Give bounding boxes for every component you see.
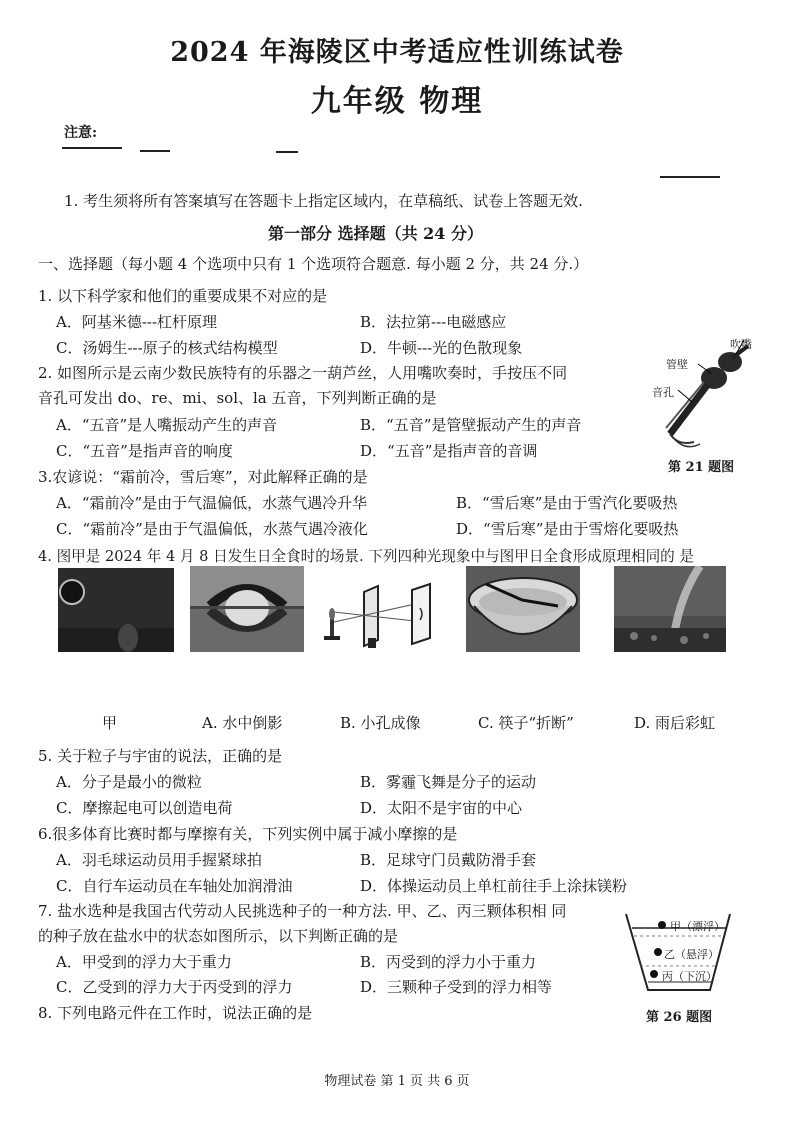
q3-option-a: A．“霜前冷”是由于气温偏低，水蒸气遇冷升华 xyxy=(56,494,368,512)
fig26-label-bing: 丙（下沉） xyxy=(662,970,717,983)
q2-option-c: C．“五音”是指声音的响度 xyxy=(56,442,233,460)
q3-stem: 3.农谚说：“霜前冷，雪后寒”，对此解释正确的是 xyxy=(38,468,368,486)
q2-option-b: B．“五音”是管壁振动产生的声音 xyxy=(360,416,582,434)
q4-label-a: A. 水中倒影 xyxy=(202,714,283,732)
fig26-label-yi: 乙（悬浮） xyxy=(664,948,719,961)
q2-stem-line1: 2. 如图所示是云南少数民族特有的乐器之一葫芦丝，人用嘴吹奏时，手按压不同 xyxy=(38,364,568,382)
q7-option-b: B．丙受到的浮力小于重力 xyxy=(360,953,537,971)
q1-stem: 1. 以下科学家和他们的重要成果不对应的是 xyxy=(38,287,328,305)
part-title: 第一部分 选择题（共 24 分） xyxy=(268,224,483,243)
q5-option-d: D．太阳不是宇宙的中心 xyxy=(360,799,523,817)
fig21-label-mouthpiece: 吹嘴 xyxy=(730,338,752,351)
q3-option-c: C．“霜前冷”是由于气温偏低，水蒸气遇冷液化 xyxy=(56,520,368,538)
q4-label-b: B. 小孔成像 xyxy=(340,714,421,732)
q4-label-d: D. 雨后彩虹 xyxy=(634,714,716,732)
page-footer: 物理试卷 第 1 页 共 6 页 xyxy=(324,1074,470,1089)
q4-stem: 4. 图甲是 2024 年 4 月 8 日发生日全食时的场景. 下列四种光现象中与图甲日全食形成原理相同的 是 xyxy=(38,548,694,565)
q3-option-d: D．“雪后寒”是由于雪熔化要吸热 xyxy=(456,520,679,538)
scan-smudge xyxy=(140,150,170,152)
q6-stem: 6.很多体育比赛时都与摩擦有关，下列实例中属于减小摩擦的是 xyxy=(38,825,458,843)
notice-label: 注意: xyxy=(64,125,98,141)
q7-stem-line1: 7. 盐水选种是我国古代劳动人民挑选种子的一种方法. 甲、乙、丙三颗体积相 同 xyxy=(38,902,567,920)
q6-option-a: A．羽毛球运动员用手握紧球拍 xyxy=(56,851,262,869)
fig26-caption: 第 26 题图 xyxy=(646,1010,713,1025)
q5-option-a: A．分子是最小的微粒 xyxy=(56,773,202,791)
q4-label-jia: 甲 xyxy=(102,714,118,732)
q6-option-c: C．自行车运动员在车轴处加润滑油 xyxy=(56,877,293,895)
q6-option-b: B．足球守门员戴防滑手套 xyxy=(360,851,537,869)
q5-stem: 5. 关于粒子与宇宙的说法，正确的是 xyxy=(38,747,283,765)
exam-title: 2024 年海陵区中考适应性训练试卷 xyxy=(170,37,624,68)
q2-option-a: A．“五音”是人嘴振动产生的声音 xyxy=(56,416,278,434)
q8-stem: 8. 下列电路元件在工作时，说法正确的是 xyxy=(38,1004,313,1022)
q1-option-c: C．汤姆生---原子的核式结构模型 xyxy=(56,339,278,357)
q6-option-d: D．体操运动员上单杠前往手上涂抹镁粉 xyxy=(360,877,628,895)
pinhole-imaging-diagram xyxy=(316,582,444,650)
q7-option-c: C．乙受到的浮力大于丙受到的浮力 xyxy=(56,978,293,996)
q1-option-d: D．牛顿---光的色散现象 xyxy=(360,339,523,357)
q4-label-c: C. 筷子“折断” xyxy=(478,714,574,732)
notice-item-1: 1. 考生须将所有答案填写在答题卡上指定区域内，在草稿纸、试卷上答题无效. xyxy=(64,192,583,210)
fig21-caption: 第 21 题图 xyxy=(668,460,735,475)
fig21-label-wall: 管壁 xyxy=(666,358,688,371)
q7-option-d: D．三颗种子受到的浮力相等 xyxy=(360,978,553,996)
q2-stem-line2: 音孔可发出 do、re、mi、sol、la 五音，下列判断正确的是 xyxy=(38,389,437,407)
q3-option-b: B．“雪后寒”是由于雪汽化要吸热 xyxy=(456,494,678,512)
scan-smudge xyxy=(62,147,122,149)
q5-option-c: C．摩擦起电可以创造电荷 xyxy=(56,799,233,817)
bent-chopsticks-photo xyxy=(466,566,580,652)
q5-option-b: B．雾霾飞舞是分子的运动 xyxy=(360,773,537,791)
exam-subtitle: 九年级 物理 xyxy=(310,84,484,119)
fig26-label-jia: 甲（漂浮） xyxy=(670,920,725,933)
q2-option-d: D．“五音”是指声音的音调 xyxy=(360,442,538,460)
q7-option-a: A．甲受到的浮力大于重力 xyxy=(56,953,232,971)
q7-stem-line2: 的种子放在盐水中的状态如图所示，以下判断正确的是 xyxy=(38,927,399,945)
section-instruction: 一、选择题（每小题 4 个选项中只有 1 个选项符合题意. 每小题 2 分，共 24 分.） xyxy=(38,255,589,273)
fig21-label-hole: 音孔 xyxy=(652,386,674,399)
scan-smudge xyxy=(276,151,298,153)
rainbow-photo xyxy=(614,566,726,652)
q1-option-b: B．法拉第---电磁感应 xyxy=(360,313,507,331)
solar-eclipse-photo xyxy=(58,568,174,652)
water-reflection-photo xyxy=(190,566,304,652)
q1-option-a: A．阿基米德---杠杆原理 xyxy=(56,313,218,331)
scan-smudge xyxy=(660,176,720,178)
